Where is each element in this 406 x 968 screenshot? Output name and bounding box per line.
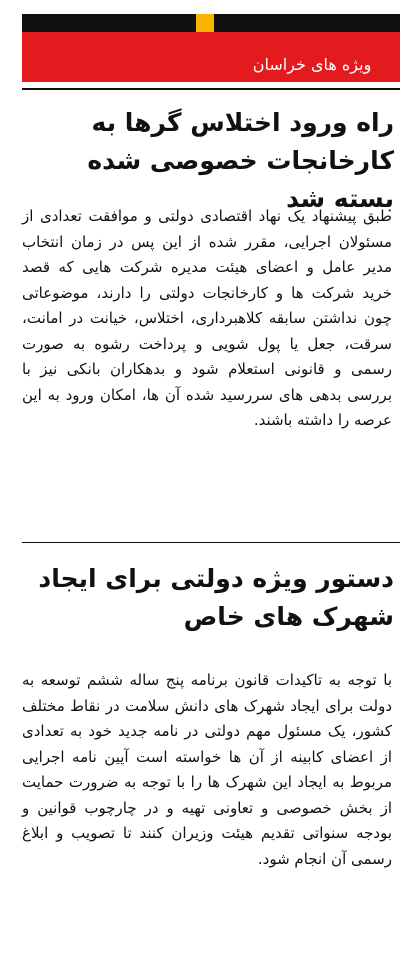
section-title: ویژه های خراسان — [226, 50, 398, 80]
article-2-body: با توجه به تاکیدات قانون برنامه پنج ساله ششم توسعه به دولت برای ایجاد شهرک های دانش سلامت در نقاط مختلف کشور، یک مسئول مهم دولتی در نامه جدید خود به تعدادی از اعضای کابینه از آن ها خواسته است آیین نامه اجرایی مربوط به ایجاد این شهرک ها را با توجه به ضرورت حمایت از بخش خصوصی و تعاونی تهیه و در چارچوب قوانین و بودجه سنواتی تقدیم هیئت وزیران کنند تا تصویب و ابلاغ رسمی آن انجام شود. — [22, 671, 392, 868]
article-1-body: طبق پیشنهاد یک نهاد اقتصادی دولتی و موافقت تعدادی از مسئولان اجرایی، مقرر شده از این پس در زمان انتخاب مدیر عامل و اعضای هیئت مدیره شرکت هایی که قصد خرید شرکت ها و کارخانجات دولتی را دارند، موضوعاتی چون نداشتن سابقه کلاهبرداری، اختلاس، خیانت در امانت، سرقت، جعل یا پول شویی و پرداخت رشوه به صورت رسمی و قانونی استعلام شود و بدهکاران بانکی نیز با بررسی بدهی های سررسید شده آن ها، امکان ورود به این عرصه را داشته باشند. — [22, 207, 392, 429]
article-1-headline: راه ورود اختلاس گرها به کارخانجات خصوصی شده بسته شد — [87, 108, 394, 213]
article-divider — [22, 542, 400, 543]
header-top-bar — [22, 14, 400, 32]
section-divider — [22, 88, 400, 90]
article-2-headline: دستور ویژه دولتی برای ایجاد شهرک های خاص — [38, 564, 394, 631]
